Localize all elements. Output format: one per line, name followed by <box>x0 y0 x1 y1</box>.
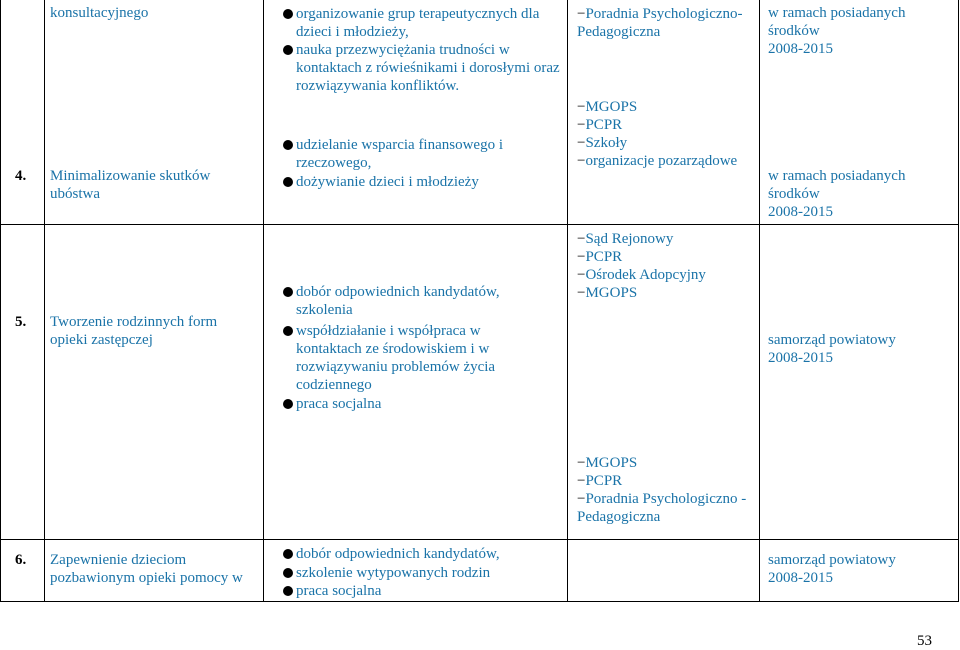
bullet-icon <box>283 140 293 150</box>
row2-timeline <box>768 331 958 367</box>
table-left-border <box>0 0 1 602</box>
partner-item: −Poradnia Psychologiczno - Pedagogiczna <box>577 491 747 525</box>
row1-activity-item-2: dożywianie dzieci i młodzieży <box>283 173 566 191</box>
page-number: 53 <box>917 633 932 649</box>
table-bottom-border <box>0 601 959 602</box>
partner-item: −Szkoły <box>577 135 628 151</box>
partner-item: −Sąd Rejonowy <box>577 231 674 247</box>
partner-item: −Ośrodek Adopcyjny <box>577 267 706 283</box>
row1-partners <box>577 98 757 170</box>
partner-item: −MGOPS <box>577 99 638 115</box>
partner-item: −PCPR <box>577 117 623 133</box>
partner-item: −organizacje pozarządowe <box>577 153 738 169</box>
row1-timeline <box>768 167 958 221</box>
row2-activity-item-2: współdziałanie i współpraca w kontaktach ze środowiskiem i w rozwiązywaniu problemów życia codziennego <box>283 322 566 394</box>
column-divider-4 <box>759 0 760 602</box>
row3-area-text: Zapewnienie dzieciom pozbawionym opieki pomocy w <box>50 552 243 586</box>
row1-area-text: Minimalizowanie skutków ubóstwa <box>50 168 211 202</box>
timeline-line: środków <box>768 186 820 202</box>
timeline-line: samorząd powiatowy <box>768 552 896 568</box>
row0-partner-item-1: −Poradnia Psychologiczno-Pedagogiczna <box>577 6 743 40</box>
row0-activity-item-1: organizowanie grup terapeutycznych dla dzieci i młodzieży, <box>283 5 566 41</box>
timeline-line: w ramach posiadanych <box>768 168 906 184</box>
timeline-line: samorząd powiatowy <box>768 332 896 348</box>
bullet-icon <box>283 45 293 55</box>
timeline-line: w ramach posiadanych <box>768 5 906 21</box>
column-divider-1 <box>44 0 45 602</box>
partner-item: −MGOPS <box>577 455 638 471</box>
timeline-line: 2008-2015 <box>768 204 833 220</box>
timeline-line: 2008-2015 <box>768 350 833 366</box>
row2-activity-item-1: dobór odpowiednich kandydatów, szkolenia <box>283 283 566 319</box>
row-number: 5. <box>15 314 27 330</box>
partner-item: −PCPR <box>577 249 623 265</box>
row3-activity-item-3: praca socjalna <box>283 582 566 600</box>
bullet-icon <box>283 9 293 19</box>
timeline-line: środków <box>768 23 820 39</box>
column-divider-3 <box>567 0 568 602</box>
row-number: 6. <box>15 552 27 568</box>
row0-timeline <box>768 4 958 58</box>
column-divider-2 <box>263 0 264 602</box>
bullet-icon <box>283 549 293 559</box>
bullet-icon <box>283 568 293 578</box>
bullet-icon <box>283 177 293 187</box>
partner-item: −PCPR <box>577 473 623 489</box>
row2-partners-secondary <box>577 454 759 526</box>
row2-partners <box>577 230 757 302</box>
row-number: 4. <box>15 168 27 184</box>
bullet-icon <box>283 326 293 336</box>
row3-timeline <box>768 551 958 587</box>
row2-area-text: Tworzenie rodzinnych form opieki zastępczej <box>50 314 218 348</box>
row1-activity-item-1: udzielanie wsparcia finansowego i rzeczowego, <box>283 136 566 172</box>
bullet-icon <box>283 586 293 596</box>
row2-activity-item-3: praca socjalna <box>283 395 566 413</box>
row3-activity-item-2: szkolenie wytypowanych rodzin <box>283 564 566 582</box>
row3-activity-item-1: dobór odpowiednich kandydatów, <box>283 545 566 563</box>
row0-area-text: konsultacyjnego <box>50 5 149 21</box>
row-divider-1 <box>0 224 959 225</box>
row-divider-2 <box>0 539 959 540</box>
timeline-line: 2008-2015 <box>768 41 833 57</box>
bullet-icon <box>283 399 293 409</box>
row0-activity-item-2: nauka przezwyciężania trudności w kontaktach z rówieśnikami i dorosłymi oraz rozwiązywania konfliktów. <box>283 41 566 95</box>
table-right-border <box>958 0 959 602</box>
timeline-line: 2008-2015 <box>768 570 833 586</box>
bullet-icon <box>283 287 293 297</box>
partner-item: −MGOPS <box>577 285 638 301</box>
